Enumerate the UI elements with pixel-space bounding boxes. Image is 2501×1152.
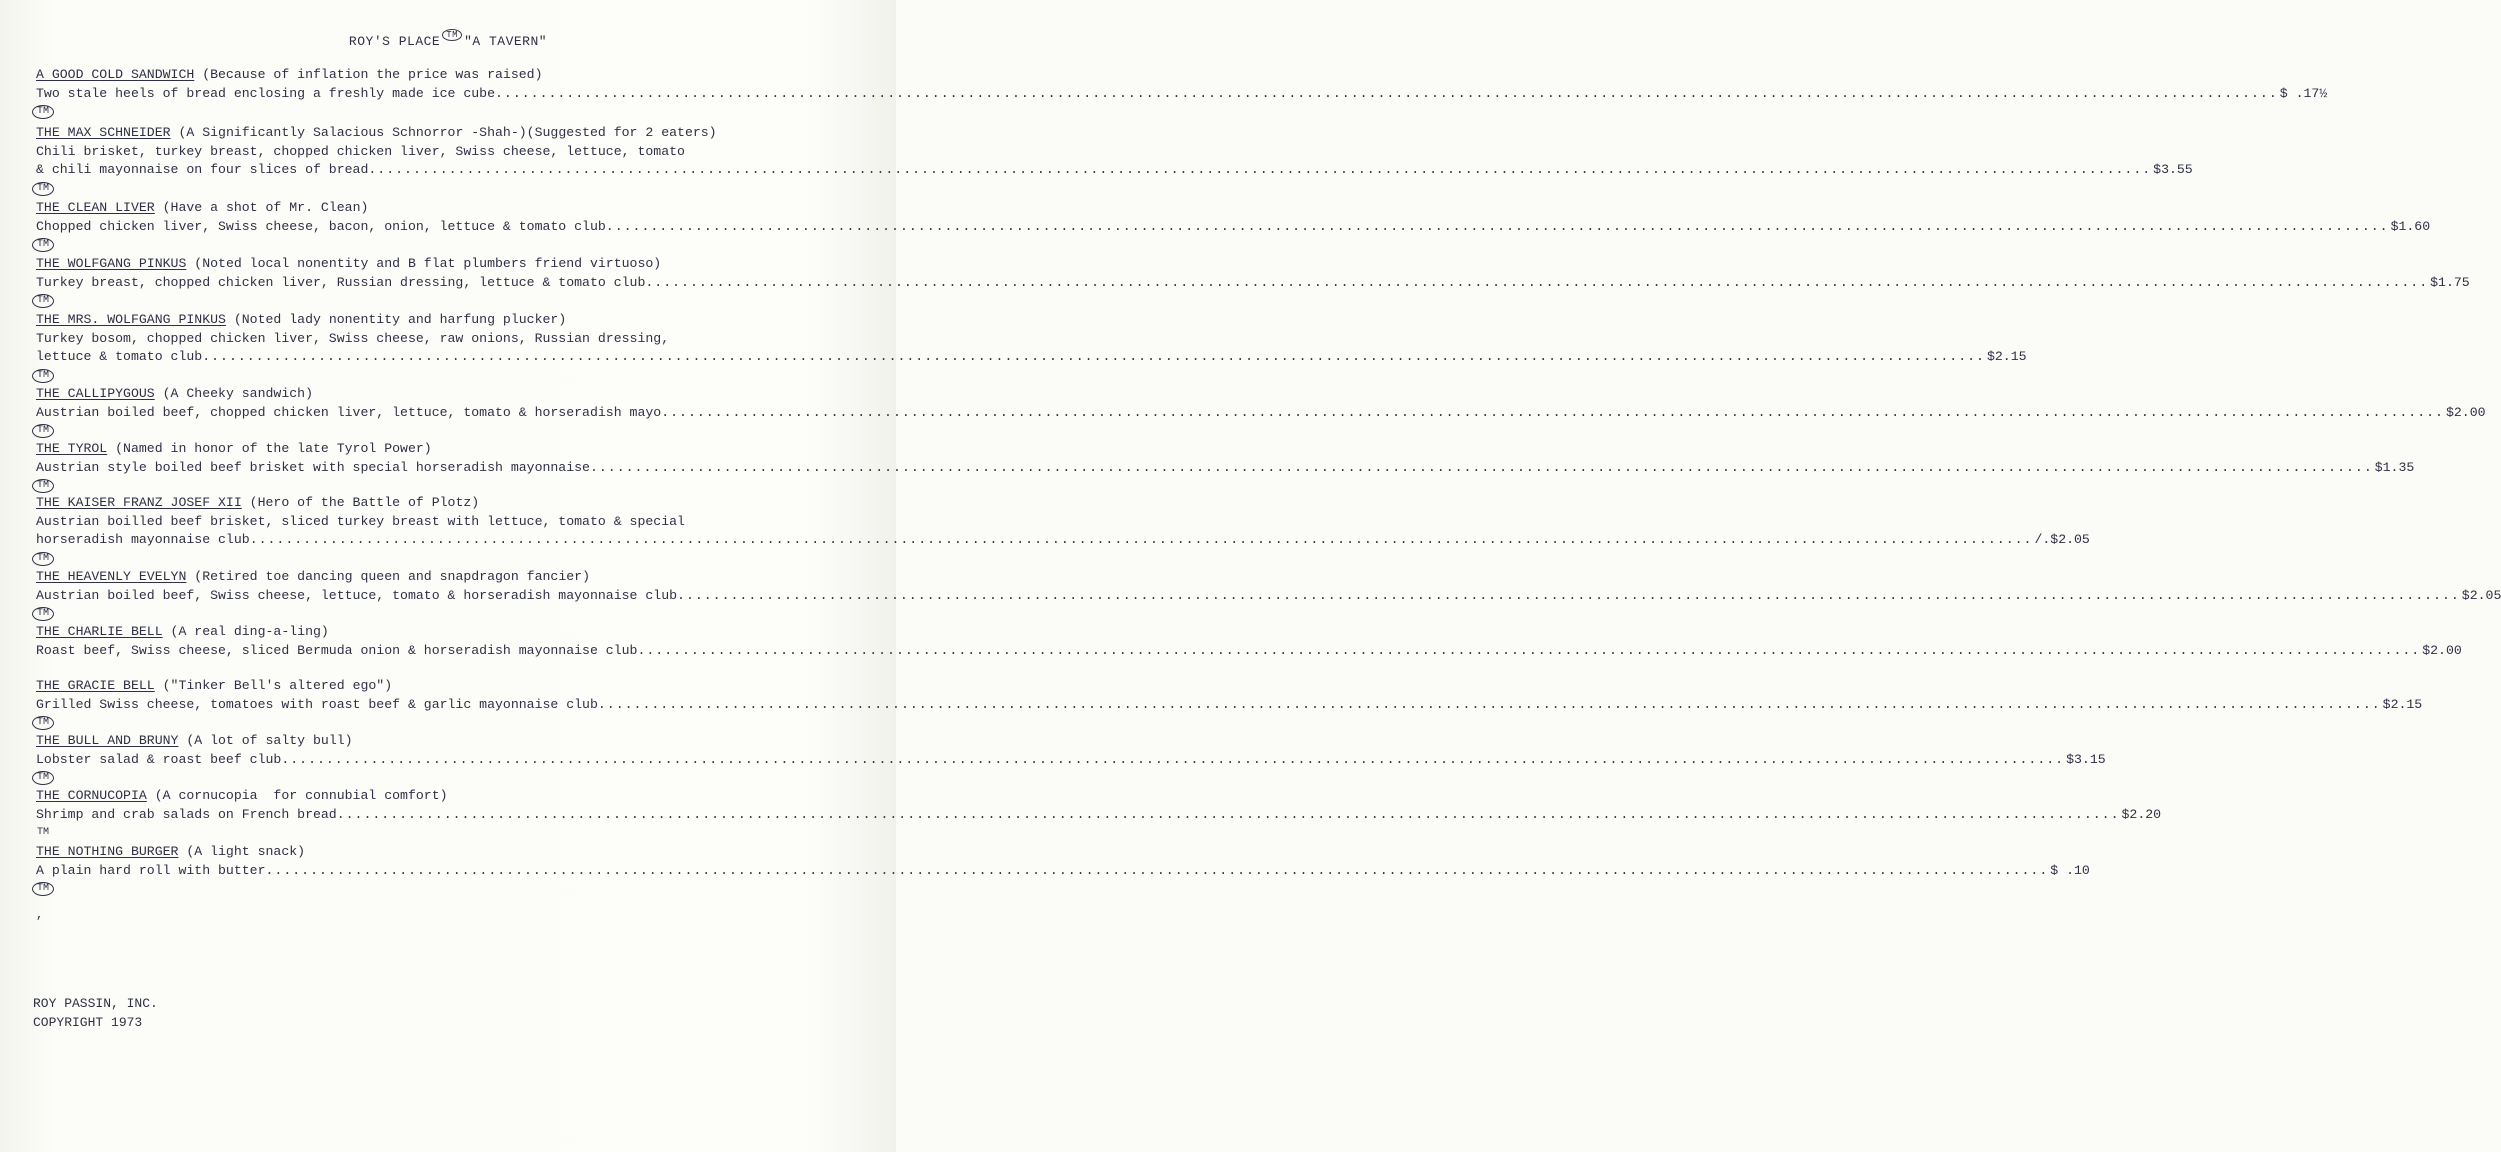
item-title-line — [36, 787, 866, 806]
trademark-mark: TM — [32, 771, 54, 785]
item-description: lettuce & tomato club — [36, 349, 203, 364]
item-tagline: (A real ding-a-ling) — [162, 624, 329, 639]
dot-leader: ........................................................................................................................................................................................................ — [605, 218, 2389, 234]
menu-item — [36, 440, 2415, 491]
item-price: $2.20 — [2121, 806, 2162, 822]
trademark-mark: TM — [32, 552, 54, 566]
dot-leader: ........................................................................................................................................................................................................ — [637, 642, 2421, 658]
item-title-line — [36, 623, 866, 642]
ink-mark: , — [36, 908, 44, 922]
trademark-mark: TM — [32, 424, 54, 438]
item-price-line — [36, 274, 2470, 293]
item-tagline: (Retired toe dancing queen and snapdragon fancier) — [186, 569, 590, 584]
trademark-mark: TM — [32, 369, 54, 383]
item-price: $2.05 — [2461, 587, 2501, 603]
item-title-line — [36, 66, 866, 85]
dot-leader: ........................................................................................................................................................................................................ — [677, 587, 2460, 603]
dot-leader: ........................................................................................................................................................................................................ — [589, 459, 2373, 475]
trademark-mark: TM — [32, 716, 54, 730]
item-description: & chili mayonnaise on four slices of bread — [36, 162, 369, 177]
item-title-line — [36, 255, 866, 274]
item-price: $ .17½ — [2279, 85, 2328, 101]
item-price: $2.00 — [2445, 404, 2486, 420]
item-tagline: (A light snack) — [178, 844, 306, 859]
item-name: THE MRS. WOLFGANG PINKUS — [36, 312, 226, 327]
item-name: A GOOD COLD SANDWICH — [36, 67, 195, 82]
item-description: A plain hard roll with butter — [36, 862, 266, 878]
item-title-line — [36, 124, 866, 143]
item-price: $2.15 — [2382, 696, 2423, 712]
menu-item — [36, 385, 2486, 436]
heading-left: ROY'S PLACE — [348, 34, 441, 49]
dot-leader: ........................................................................................................................................................................................................ — [368, 162, 2152, 177]
heading-trademark: TM — [442, 29, 462, 41]
item-price-line — [36, 348, 2027, 367]
item-name: THE KAISER FRANZ JOSEF XII — [36, 495, 242, 510]
item-tagline: (A cornucopia for connubial comfort) — [146, 788, 448, 803]
item-description: Austrian boiled beef, chopped chicken liver, lettuce, tomato & horseradish mayo — [36, 404, 662, 420]
item-price: $1.60 — [2390, 218, 2431, 234]
item-title-line — [36, 311, 866, 330]
copyright-line: COPYRIGHT 1973 — [33, 1015, 143, 1030]
item-price: $3.55 — [2153, 162, 2193, 177]
item-tagline: (Noted local nonentity and B flat plumbers friend virtuoso) — [186, 256, 662, 271]
item-description: Roast beef, Swiss cheese, sliced Bermuda onion & horseradish mayonnaise club — [36, 642, 638, 658]
item-name: THE HEAVENLY EVELYN — [36, 569, 187, 584]
item-price-line — [36, 862, 2090, 881]
menu-item — [36, 732, 2106, 783]
item-price: $ .10 — [2050, 862, 2090, 878]
item-description: Two stale heels of bread enclosing a freshly made ice cube — [36, 85, 495, 101]
trademark-mark: TM — [32, 182, 54, 196]
item-tagline: (A Cheeky sandwich) — [154, 386, 313, 401]
trademark-mark: TM — [32, 238, 54, 252]
item-description: Turkey bosom, chopped chicken liver, Swiss cheese, raw onions, Russian dressing, — [36, 330, 670, 346]
trademark-mark: TM — [37, 827, 50, 838]
item-price-line — [36, 459, 2415, 478]
menu-item — [36, 255, 2470, 306]
item-price-line — [36, 751, 2106, 770]
menu-item — [36, 623, 2462, 660]
item-description: Shrimp and crab salads on French bread — [36, 806, 337, 822]
dot-leader: ........................................................................................................................................................................................................ — [265, 862, 2049, 878]
dot-leader: ........................................................................................................................................................................................................ — [661, 404, 2444, 420]
menu-item — [36, 199, 2431, 250]
item-description: Austrian boilled beef brisket, sliced turkey breast with lettuce, tomato & special — [36, 513, 685, 529]
menu-item — [36, 843, 2090, 894]
item-name: THE MAX SCHNEIDER — [36, 125, 171, 140]
trademark-mark: TM — [32, 479, 54, 493]
item-price: $3.15 — [2066, 751, 2106, 767]
item-description: Austrian boiled beef, Swiss cheese, lettuce, tomato & horseradish mayonnaise club — [36, 587, 678, 603]
menu-item — [36, 311, 2027, 381]
item-price-line — [36, 806, 2162, 825]
item-title-line — [36, 199, 866, 218]
item-name: THE CLEAN LIVER — [36, 200, 155, 215]
item-description: Grilled Swiss cheese, tomatoes with roast beef & garlic mayonnaise club — [36, 696, 598, 712]
item-name: THE TYROL — [36, 441, 108, 456]
item-name: THE CALLIPYGOUS — [36, 386, 155, 401]
dot-leader: ........................................................................................................................................................................................................ — [336, 806, 2120, 822]
item-price-line — [36, 696, 2423, 715]
dot-leader: ........................................................................................................................................................................................................ — [249, 532, 2033, 547]
item-price-line — [36, 161, 2193, 180]
item-title-line — [36, 677, 866, 696]
item-title-line — [36, 385, 866, 404]
dot-leader: ........................................................................................................................................................................................................ — [495, 85, 2278, 101]
item-title-line — [36, 440, 866, 459]
item-price-line — [36, 642, 2462, 661]
menu-heading — [0, 30, 896, 49]
item-name: THE GRACIE BELL — [36, 678, 155, 693]
footer — [33, 994, 158, 1032]
trademark-mark: TM — [32, 105, 54, 119]
item-tagline: (Named in honor of the late Tyrol Power) — [107, 441, 432, 456]
item-title-line — [36, 568, 866, 587]
company-name: ROY PASSIN, INC. — [33, 996, 158, 1011]
item-title-line — [36, 843, 866, 862]
item-name: THE CHARLIE BELL — [36, 624, 163, 639]
dot-leader: ........................................................................................................................................................................................................ — [597, 696, 2381, 712]
item-price-line — [36, 531, 2090, 550]
dot-leader: ........................................................................................................................................................................................................ — [202, 349, 1985, 364]
item-title-line — [36, 494, 866, 513]
item-name: THE NOTHING BURGER — [36, 844, 179, 859]
menu-item — [36, 124, 2193, 194]
item-price-line — [36, 85, 2328, 104]
trademark-mark: TM — [32, 607, 54, 621]
item-price: /.$2.05 — [2034, 532, 2090, 547]
item-price: $1.75 — [2430, 274, 2470, 290]
menu-item — [36, 677, 2423, 728]
item-price: $1.35 — [2374, 459, 2415, 475]
item-price-line — [36, 404, 2486, 423]
dot-leader: ........................................................................................................................................................................................................ — [645, 274, 2429, 290]
item-description: Turkey breast, chopped chicken liver, Russian dressing, lettuce & tomato club — [36, 274, 646, 290]
dot-leader: ........................................................................................................................................................................................................ — [281, 751, 2065, 767]
item-description: Lobster salad & roast beef club — [36, 751, 282, 767]
item-description: Chopped chicken liver, Swiss cheese, bacon, onion, lettuce & tomato club — [36, 218, 606, 234]
item-description: Chili brisket, turkey breast, chopped chicken liver, Swiss cheese, lettuce, tomato — [36, 143, 685, 159]
item-name: THE BULL AND BRUNY — [36, 733, 179, 748]
menu-item — [36, 66, 2328, 117]
item-description: Austrian style boiled beef brisket with special horseradish mayonnaise — [36, 459, 590, 475]
item-price: $2.00 — [2422, 642, 2462, 658]
item-tagline: (Have a shot of Mr. Clean) — [154, 200, 369, 215]
item-price: $2.15 — [1986, 349, 2027, 364]
item-name: THE CORNUCOPIA — [36, 788, 147, 803]
menu-item — [36, 494, 2090, 564]
item-tagline: (Hero of the Battle of Plotz) — [241, 495, 480, 510]
item-tagline: ("Tinker Bell's altered ego") — [154, 678, 393, 693]
trademark-mark: TM — [32, 294, 54, 308]
item-tagline: (Noted lady nonentity and harfung plucker) — [225, 312, 567, 327]
item-tagline: (Because of inflation the price was raised) — [194, 67, 543, 82]
menu-item — [36, 787, 2162, 838]
item-tagline: (A Significantly Salacious Schnorror -Shah-)(Suggested for 2 eaters) — [170, 125, 717, 140]
trademark-mark: TM — [32, 882, 54, 896]
heading-right: "A TAVERN" — [464, 34, 548, 49]
item-title-line — [36, 732, 866, 751]
item-description: horseradish mayonnaise club — [36, 532, 250, 547]
menu-item — [36, 568, 2501, 619]
item-price-line — [36, 587, 2501, 606]
item-tagline: (A lot of salty bull) — [178, 733, 353, 748]
item-name: THE WOLFGANG PINKUS — [36, 256, 187, 271]
item-price-line — [36, 218, 2431, 237]
